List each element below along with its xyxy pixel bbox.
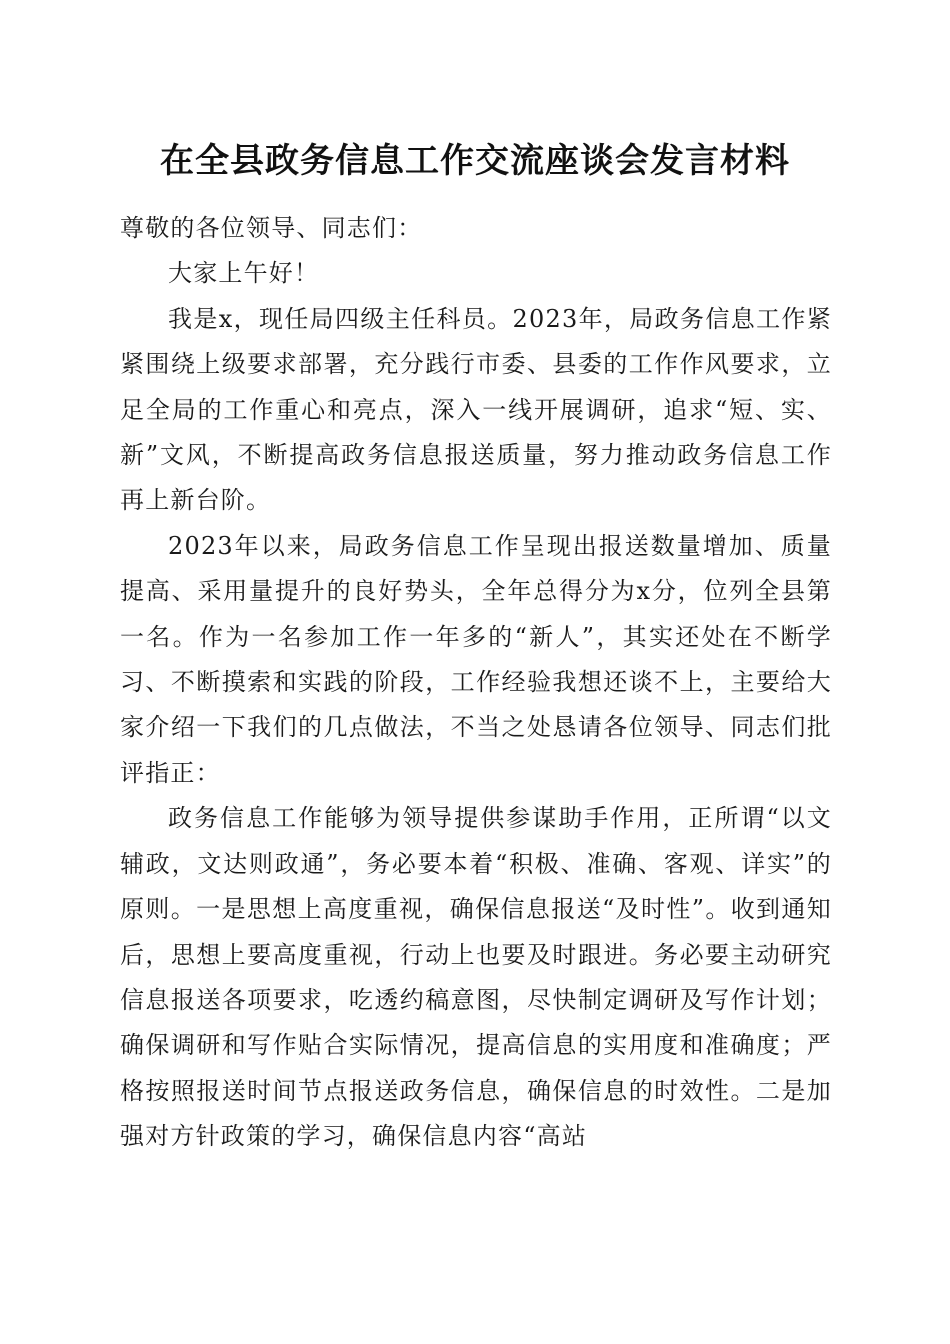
document-body [120,206,832,1160]
salutation: 尊敬的各位领导、同志们： [120,214,423,242]
paragraph-greeting: 大家上午好！ [168,259,320,288]
document-title: 在全县政务信息工作交流座谈会发言材料 [160,141,790,181]
paragraph-achievements: 2023年以来，局政务信息工作呈现出报送数量增加、质量提高、采用量提升的良好势头，全年总得分为x分，位列全县第一名。作为一名参加工作一年多的“新人”，其实还处在不断学习、不断摸索和实践的阶段，工作经验我想还谈不上，主要给大家介绍一下我们的几点做法，不当之处恳请各位领导、同志们批评指正： [120,531,832,787]
paragraph-introduction: 我是x，现任局四级主任科员。2023年，局政务信息工作紧紧围绕上级要求部署，充分践行市委、县委的工作作风要求，立足全局的工作重心和亮点，深入一线开展调研，追求“短、实、新”文风，不断提高政务信息报送质量，努力推动政务信息工作再上新台阶。 [120,304,832,515]
paragraph-methods: 政务信息工作能够为领导提供参谋助手作用，正所谓“以文辅政，文达则政通”，务必要本着“积极、准确、客观、详实”的原则。一是思想上高度重视，确保信息报送“及时性”。收到通知后，思想上要高度重视，行动上也要及时跟进。务必要主动研究信息报送各项要求，吃透约稿意图，尽快制定调研及写作计划；确保调研和写作贴合实际情况，提高信息的实用度和准确度；严格按照报送时间节点报送政务信息，确保信息的时效性。二是加强对方针政策的学习，确保信息内容“高站 [120,804,832,1151]
